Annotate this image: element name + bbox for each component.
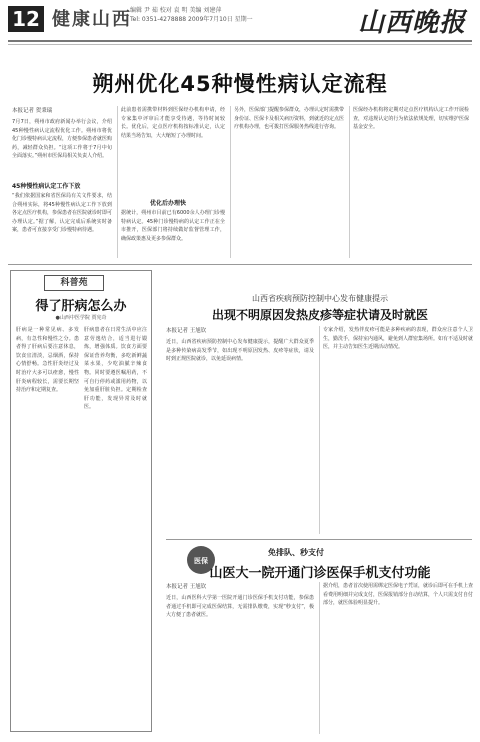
section-divider	[8, 264, 472, 265]
editor-info-line2: Tel: 0351-4278888 2009年7月10日 星期一	[130, 16, 253, 23]
page-header	[0, 0, 480, 48]
hospital-title: 出现不明原因发热皮疹等症状请及时就医	[211, 308, 428, 322]
insurance-col-2: 据介绍，患者首次使用需绑定医保电子凭证，就诊后即可在手机上查看费用明细并完成支付，医保报销部分自动结算，个人只需支付自付部分，就医体验明显提升。	[323, 583, 473, 607]
lead-subhead-2: 优化后办理快	[150, 200, 187, 207]
page-number: 12	[8, 6, 44, 32]
lead-col-3: 此前患者需携带材料到医保经办机构申请，经专家集中评审后才能享受待遇，等待时间较长。优化后，定点医疗机构按标准认定，认定结果当场告知，大大缩短了办理时间。	[121, 107, 225, 139]
lead-col-6: 医保经办机构将定期对定点医疗机构认定工作开展检查，对违规认定的行为依法依规处理，切实维护医保基金安全。	[353, 107, 469, 131]
editor-info-line1: 编辑 尹 茹 校对 袁 明 美编 刘建萍	[130, 7, 222, 14]
science-col-2: 肝病患者在日常生活中应注意劳逸结合，适当进行锻炼，增强体质。饮食方面要保证营养均衡，多吃新鲜蔬菜水果，少吃油腻辛辣食物。同时要遵医嘱用药，不可自行停药或滥用药物，以免加重肝脏负担。定期检查肝功能，发现异常及时就医。	[84, 327, 147, 411]
science-label: 科普苑	[44, 275, 104, 291]
science-byline: ●山西中医学院 贾宪奇	[55, 315, 107, 321]
header-rule-thin	[8, 44, 472, 45]
lead-col-2: “我们依据国家和省医保局有关文件要求，结合朔州实际，将45种慢性病认定工作下放到各定点医疗机构，参保患者在医院就诊时即可办理认定。”据了解，认定完成后系统实时备案，患者可直接享受门诊慢特病待遇。	[12, 193, 112, 234]
hospital-overline: 山西省疾病预防控制中心发布健康提示	[252, 294, 388, 303]
section-name: 健康山西	[52, 9, 132, 30]
lead-subhead: 45种慢性病认定工作下放	[12, 183, 81, 190]
lead-col-5: 另外，医保部门提醒参保群众，办理认定时需携带身份证、医保卡及相关病历资料，到就近的定点医疗机构办理，也可拨打医保服务热线进行咨询。	[234, 107, 344, 131]
section-divider	[166, 539, 472, 540]
insurance-overline: 免排队、秒支付	[268, 548, 324, 557]
science-title: 得了肝病怎么办	[35, 299, 127, 314]
column-rule	[349, 106, 350, 258]
lead-byline: 本报记者 贺秉瑞	[12, 108, 53, 114]
column-rule	[117, 106, 118, 258]
insurance-byline: 本报记者 王旭钦	[166, 584, 207, 590]
hospital-col-2: 专家介绍，发热伴皮疹可能是多种疾病的表现，群众应注意个人卫生，勤洗手，保持室内通风，避免到人群密集场所。如有不适及时就医，并主动告知医生近期活动情况。	[323, 327, 473, 351]
insurance-badge-label: 医保	[194, 557, 208, 565]
column-rule	[319, 582, 320, 734]
hospital-col-1: 近日，山西省疾病预防控制中心发布健康提示，提醒广大群众夏季是多种传染病高发季节，如出现不明原因发热、皮疹等症状，请及时到正规医院就诊，以免延误病情。	[166, 339, 314, 363]
editor-info	[130, 6, 253, 24]
insurance-title: 山医大一院开通门诊医保手机支付功能	[209, 566, 431, 581]
lead-headline: 朔州优化45种慢性病认定流程	[92, 72, 388, 96]
insurance-col-1: 近日，山西医科大学第一医院开通门诊医保手机支付功能，参保患者通过手机即可完成医保结算，无需排队缴费，实现“秒支付”，极大方便了患者就医。	[166, 595, 314, 619]
lead-col-4: 据统计，朔州市目前已有6000余人办理门诊慢特病认定。45种门诊慢特病的认定工作正在全市推开，医保部门将持续做好监督管理工作，确保政策惠及更多参保群众。	[121, 210, 225, 242]
column-rule	[230, 106, 231, 258]
header-rule	[8, 40, 472, 42]
lead-col-1: 7月7日，朔州市政府新闻办举行会议，介绍45种慢性病认定流程优化工作。朔州市将优化门诊慢特病认定流程，方便参保患者就医购药，减轻群众负担。“这项工作将于7月中旬全面落实。”朔州市医保局相关负责人介绍。	[12, 119, 112, 160]
science-col-1: 肝病是一种常见病、多发病，有急性和慢性之分。患者得了肝病后要注意休息，饮食宜清淡，忌烟酒，保持心情舒畅。急性肝炎经过及时治疗大多可以痊愈，慢性肝炎病程较长，需要长期坚持治疗和定期复查。	[16, 327, 79, 394]
masthead-logo: 山西晚报	[357, 8, 466, 38]
column-rule	[319, 326, 320, 534]
hospital-byline: 本报记者 王旭钦	[166, 328, 207, 334]
